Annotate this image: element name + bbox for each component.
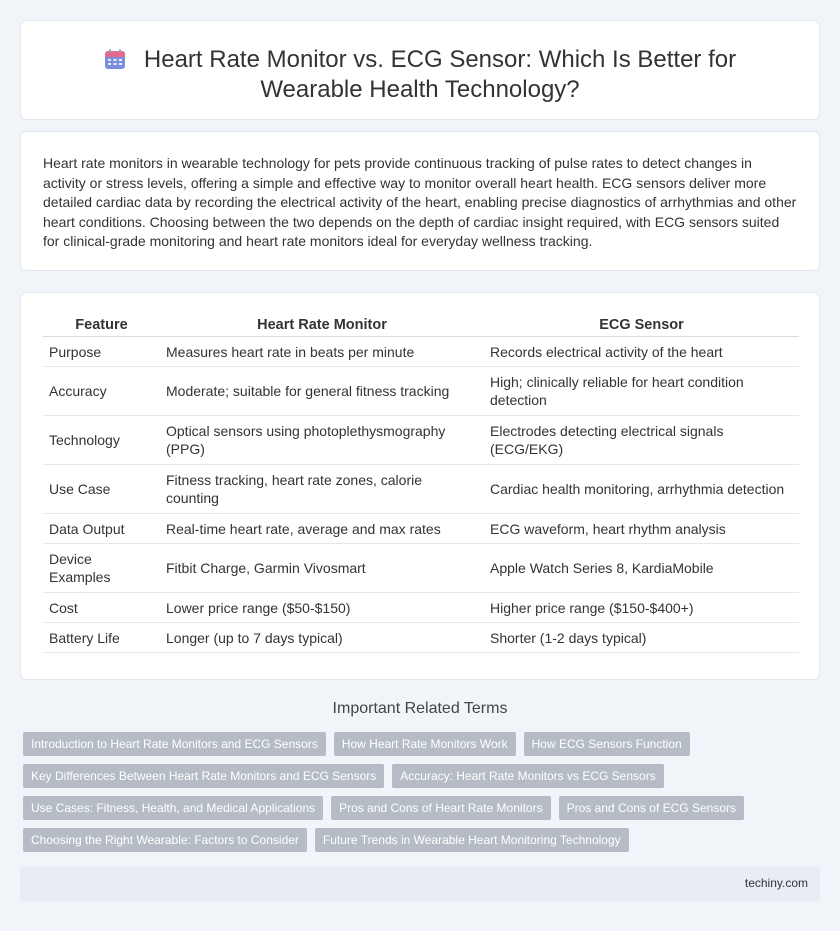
related-tag[interactable]: Key Differences Between Heart Rate Monitors and ECG Sensors [23,764,384,788]
related-tags-row [23,828,629,852]
hrm-cell: Optical sensors using photoplethysmography (PPG) [160,416,484,465]
footer-site-link[interactable]: techiny.com [744,876,808,890]
related-tag[interactable]: How Heart Rate Monitors Work [334,732,516,756]
related-tag[interactable]: Future Trends in Wearable Heart Monitoring Technology [315,828,629,852]
page-title [21,45,819,105]
ecg-cell: Shorter (1-2 days typical) [484,623,799,653]
feature-cell: Cost [43,593,160,623]
table-row [43,623,799,653]
footer [20,866,820,901]
ecg-cell: Higher price range ($150-$400+) [484,593,799,623]
ecg-cell: Cardiac health monitoring, arrhythmia detection [484,465,799,514]
related-tags-row [23,796,744,820]
header-feature: Feature [43,313,160,337]
related-tag[interactable]: Introduction to Heart Rate Monitors and ECG Sensors [23,732,326,756]
feature-cell: Use Case [43,465,160,514]
ecg-cell: Apple Watch Series 8, KardiaMobile [484,544,799,593]
related-tag[interactable]: Choosing the Right Wearable: Factors to Consider [23,828,307,852]
feature-cell: Device Examples [43,544,160,593]
feature-cell: Battery Life [43,623,160,653]
feature-cell: Purpose [43,337,160,367]
hrm-cell: Lower price range ($50-$150) [160,593,484,623]
related-tag[interactable]: Use Cases: Fitness, Health, and Medical Applications [23,796,323,820]
table-row [43,465,799,514]
comparison-table [43,313,799,653]
hrm-cell: Fitness tracking, heart rate zones, calorie counting [160,465,484,514]
intro-paragraph: Heart rate monitors in wearable technology for pets provide continuous tracking of pulse rates to detect changes in activity or stress levels, offering a simple and effective way to monitor overall heart health. ECG sensors deliver more detailed cardiac data by recording the electrical activity of the heart, enabling precise diagnostics of arrhythmias and other heart conditions. Choosing between the two depends on the depth of cardiac insight required, with ECG sensors suited for clinical-grade monitoring and heart rate monitors ideal for everyday wellness tracking. [43,155,797,249]
ecg-cell: Records electrical activity of the heart [484,337,799,367]
table-row [43,337,799,367]
title-card [20,20,820,120]
hrm-cell: Real-time heart rate, average and max rates [160,514,484,544]
page-title-text: Heart Rate Monitor vs. ECG Sensor: Which Is Better for Wearable Health Technology? [143,46,737,103]
hrm-cell: Measures heart rate in beats per minute [160,337,484,367]
ecg-cell: High; clinically reliable for heart condition detection [484,367,799,416]
header-ecg-sensor: ECG Sensor [484,313,799,337]
hrm-cell: Moderate; suitable for general fitness tracking [160,367,484,416]
hrm-cell: Fitbit Charge, Garmin Vivosmart [160,544,484,593]
feature-cell: Accuracy [43,367,160,416]
feature-cell: Technology [43,416,160,465]
hrm-cell: Longer (up to 7 days typical) [160,623,484,653]
table-row [43,544,799,593]
table-row [43,514,799,544]
comparison-card [20,292,820,680]
header-heart-rate-monitor: Heart Rate Monitor [160,313,484,337]
table-row [43,593,799,623]
table-row [43,416,799,465]
ecg-cell: Electrodes detecting electrical signals (ECG/EKG) [484,416,799,465]
table-row [43,367,799,416]
related-tag[interactable]: Pros and Cons of Heart Rate Monitors [331,796,550,820]
related-tags-row [23,764,664,788]
related-tag[interactable]: Accuracy: Heart Rate Monitors vs ECG Sensors [392,764,663,788]
related-tag[interactable]: How ECG Sensors Function [524,732,690,756]
related-tags-row [23,732,690,756]
ecg-cell: ECG waveform, heart rhythm analysis [484,514,799,544]
feature-cell: Data Output [43,514,160,544]
related-terms-title: Important Related Terms [332,700,508,717]
related-tag[interactable]: Pros and Cons of ECG Sensors [559,796,744,820]
intro-card [20,131,820,271]
calendar-icon [104,48,126,70]
